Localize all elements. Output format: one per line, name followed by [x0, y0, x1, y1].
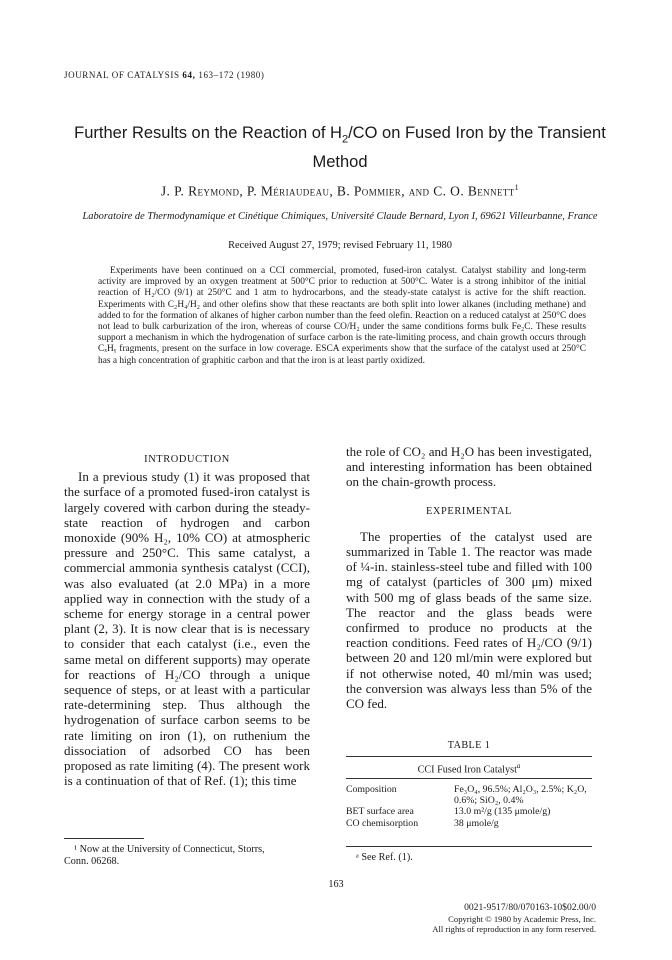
publisher-info: [400, 903, 596, 935]
introduction-heading: INTRODUCTION: [144, 454, 230, 465]
introduction-paragraph: In a previous study (1) it was proposed that the surface of a promoted fused-iron catalyst is largely covered with carbon during the steady-state reaction of hydrogen and carbon monoxide (90% H₂, 10% CO) at atmospheric pressure and 250°C. This same catalyst, a commercial ammonia synthesis catalyst (CCI), was also evaluated (at 2.0 MPa) in a more applied way in connection with the study of a scheme for energy storage in a central power plant (2, 3). It is now clear that is is necessary to consider that each catalyst (i.e., even the same metal on different supports) may operate for reactions of H₂/CO through a unique sequence of steps, or at least with a particular rate-determining step. Thus although the hydrogenation of surface carbon seems to be rate limiting on iron (1), on ruthenium the dissociation of adsorbed CO has been proposed as rate limiting (4). The present work is a continuation of that of Ref. (1); this time: [64, 469, 310, 789]
table-row: [346, 784, 592, 806]
left-column: [64, 444, 310, 788]
footnote-line-1: ¹ Now at the University of Connecticut, Storrs,: [74, 844, 265, 855]
catalyst-properties-table: [346, 784, 592, 829]
affiliation: Laboratoire de Thermodynamique et Cinétique Chimiques, Université Claude Bernard, Lyon I, 69621 Villeurbanne, France: [82, 211, 598, 222]
table-caption-marker: a: [516, 762, 521, 770]
table-title: TABLE 1: [447, 740, 491, 751]
abstract: [98, 266, 586, 367]
author-footnote-marker: 1: [514, 183, 520, 192]
row-value: 13.0 m²/g (135 μmole/g): [454, 806, 551, 818]
row-label: CO chemisorption: [346, 817, 419, 829]
journal-name: JOURNAL OF CATALYSIS: [64, 70, 180, 80]
table-row: [346, 806, 592, 817]
author-footnote: [64, 844, 310, 868]
journal-header: [64, 70, 265, 80]
table-bottom-rule: [346, 846, 592, 847]
journal-volume: 64,: [182, 70, 196, 80]
footnote-rule: [64, 838, 144, 839]
row-value: 38 μmole/g: [454, 817, 499, 829]
table-footnote: ᵃ See Ref. (1).: [356, 852, 413, 863]
title-subscript: 2: [341, 133, 349, 146]
experimental-heading: EXPERIMENTAL: [425, 505, 513, 517]
journal-pages-year: 163–172 (1980): [198, 70, 265, 80]
row-label: BET surface area: [346, 806, 414, 818]
article-code: 0021-9517/80/070163-10$02.00/0: [464, 902, 596, 913]
introduction-continued: the role of CO₂ and H₂O has been investigated, and interesting information has been obtained on the chain-growth process.: [346, 444, 592, 490]
row-label: Composition: [346, 784, 397, 795]
authors-text: J. P. Reymond, P. Mériaudeau, B. Pommier, and C. O. Bennett: [160, 183, 515, 199]
row-value: Fe₃O₄, 96.5%; Al₂O₃, 2.5%; K₂O, 0.6%; SiO₂, 0.4%: [454, 784, 587, 807]
table-row: [346, 818, 592, 829]
table-caption-text: CCI Fused Iron Catalyst: [417, 764, 517, 776]
author-list: [40, 183, 640, 200]
footnote-line-2: Conn. 06268.: [64, 856, 120, 867]
table-caption: [346, 762, 592, 775]
page-number: 163: [328, 879, 344, 890]
experimental-paragraph: The properties of the catalyst used are summarized in Table 1. The reactor was made of ¼-in. stainless-steel tube and filled with 100 mg of catalyst (particles of 300 μm) mixed with 500 mg of glass beads of the same size. The reactor and the glass beads were confirmed to produce no products at the reaction conditions. Feed rates of H₂/CO (9/1) between 20 and 120 ml/min were explored but if not otherwise noted, 40 ml/min was used; the conversion was always less than 5% of the CO fed.: [346, 528, 592, 712]
rights-line: All rights of reproduction in any form reserved.: [432, 924, 596, 935]
abstract-text: Experiments have been continued on a CCI commercial, promoted, fused-iron catalyst. Catalyst stability and long-term activity are improved by an oxygen treatment at 500°C prior to reduction at 500°C. Water is a strong inhibitor of the initial reaction of H₂/CO (9/1) at 250°C and 1 atm to hydrocarbons, and the steady-state catalyst is active for the shift reaction. Experiments with C₂H₄/H₂ and other olefins show that these reactants are both split into lower alkanes (including methane) and added to for the formation of alkanes of higher carbon number than the feed olefin. Reaction on a reduced catalyst at 250°C does not lead to bulk carburization of the iron, whereas of course CO/H₂ under the same conditions forms bulk Fe₂C. These results support a mechanism in which the hydrogenation of surface carbon is the rate-limiting process, and chain growth occurs through CₓHᵧ fragments, present on the surface in low coverage. ESCA experiments show that the surface of the catalyst used at 250°C has a high concentration of graphitic carbon and that the iron is at least partly oxidized.: [98, 266, 586, 366]
title-part-1: Further Results on the Reaction of H: [74, 124, 342, 142]
received-dates: Received August 27, 1979; revised February 11, 1980: [228, 240, 452, 251]
copyright-line: Copyright © 1980 by Academic Press, Inc.: [448, 913, 596, 924]
table-top-rule: [346, 756, 592, 757]
title-part-2: /CO on Fused Iron by the Transient Method: [312, 124, 606, 172]
right-column: [346, 444, 592, 711]
paper-title: [70, 122, 610, 174]
table-header-rule: [346, 778, 592, 779]
